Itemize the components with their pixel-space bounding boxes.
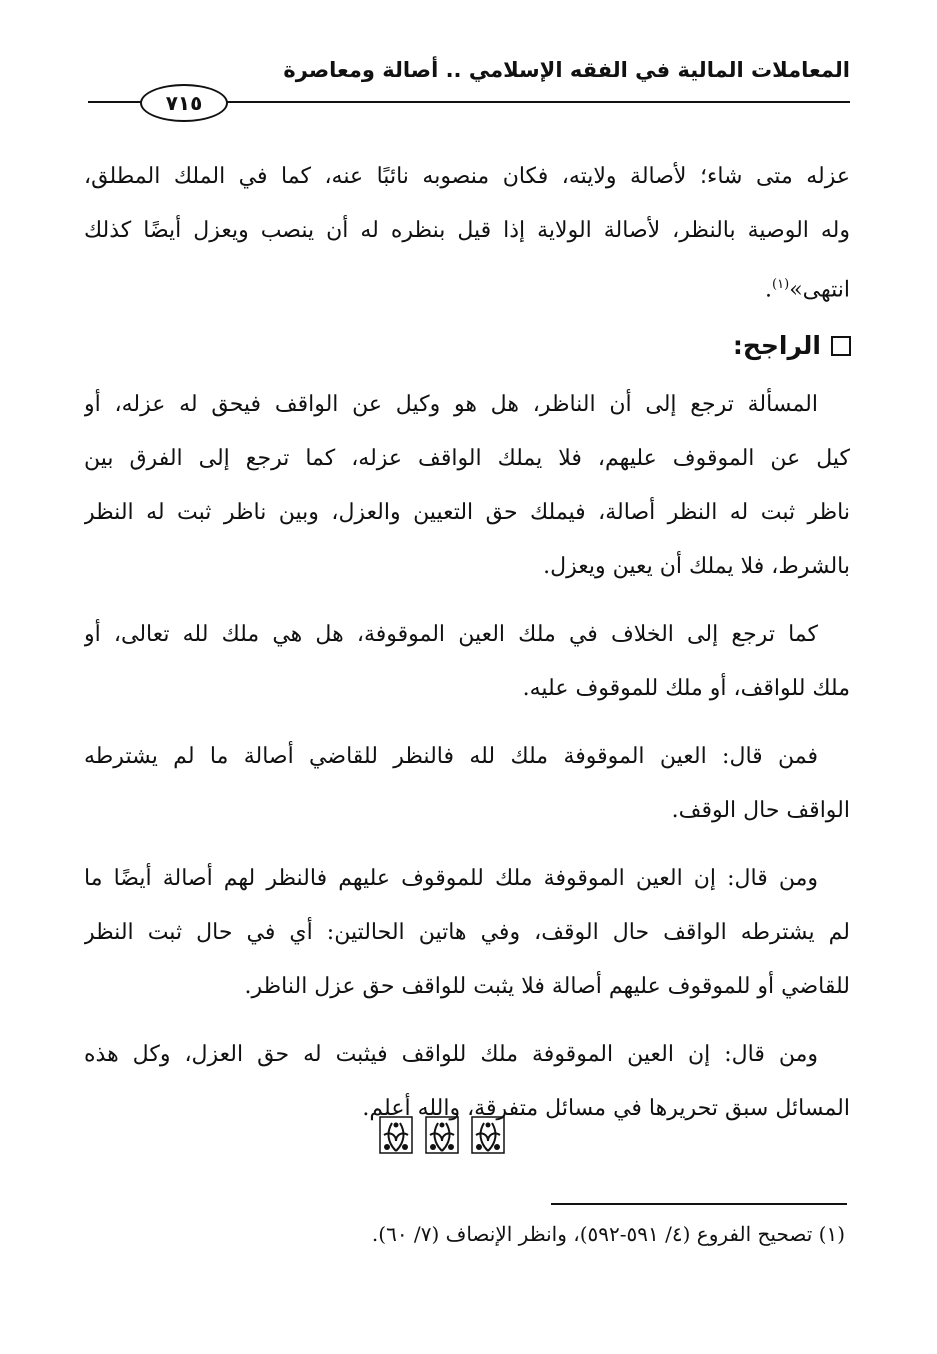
page-header (88, 58, 850, 128)
text-line: للقاضي أو للموقوف عليهم أصالة فلا يثبت للواقف حق عزل الناظر. (244, 974, 850, 999)
text-line: بالشرط، فلا يملك أن يعين ويعزل. (543, 554, 850, 579)
footnote: (١) تصحيح الفروع (٤/ ٥٩١-٥٩٢)، وانظر الإنصاف (٧/ ٦٠). (371, 1222, 845, 1246)
footnote-ref: (١) (772, 277, 790, 292)
section-title: الراجح: (732, 331, 821, 360)
text-line: المسألة ترجع إلى أن الناظر، هل هو وكيل عن الواقف فيحق له عزله، أو (84, 392, 818, 417)
main-text (84, 378, 850, 1136)
text-line (84, 258, 850, 312)
page-number: ٧١٥ (165, 91, 203, 115)
quote-end: انتهى» (789, 277, 850, 303)
period: . (765, 277, 773, 303)
text-line: ومن قال: إن العين الموقوفة ملك للواقف فيثبت له حق العزل، وكل هذه (84, 1042, 818, 1067)
text-line: المسائل سبق تحريرها في مسائل متفرقة، والله أعلم. (362, 1096, 850, 1121)
paragraph (84, 608, 850, 716)
paragraph (84, 852, 850, 1014)
text-line: كيل عن الموقوف عليهم، فلا يملك الواقف عزله، كما ترجع إلى الفرق بين (84, 446, 850, 471)
text-line: فمن قال: العين الموقوفة ملك لله فالنظر للقاضي أصالة ما لم يشترطه (84, 744, 818, 769)
text-line: كما ترجع إلى الخلاف في ملك العين الموقوفة، هل هي ملك لله تعالى، أو (84, 622, 818, 647)
section-heading (733, 322, 851, 370)
text-line: وله الوصية بالنظر، لأصالة الولاية إذا قيل بنظره له أن ينصب ويعزل أيضًا كذلك (84, 218, 850, 243)
text-line: ملك للواقف، أو ملك للموقوف عليه. (522, 676, 850, 701)
paragraph (84, 730, 850, 838)
intro-text (84, 150, 850, 312)
text-line: الواقف حال الوقف. (671, 798, 850, 823)
section-divider-ornament (378, 1112, 506, 1158)
floral-ornament-icon (378, 1115, 414, 1155)
text-line: ناظر ثبت له النظر أصالة، فيملك حق التعيين والعزل، وبين ناظر ثبت له النظر (84, 500, 850, 525)
text-line: ومن قال: إن العين الموقوفة ملك للموقوف عليهم فالنظر لهم أصالة أيضًا ما (84, 866, 818, 891)
footnote-separator (551, 1203, 847, 1205)
square-bullet-icon (831, 336, 851, 356)
running-title: المعاملات المالية في الفقه الإسلامي .. أصالة ومعاصرة (283, 58, 850, 82)
floral-ornament-icon (470, 1115, 506, 1155)
page-number-badge (140, 84, 228, 122)
text-line: عزله متى شاء؛ لأصالة ولايته، فكان منصوبه نائبًا عنه، كما في الملك المطلق، (84, 164, 850, 189)
floral-ornament-icon (424, 1115, 460, 1155)
text-line: لم يشترطه الواقف حال الوقف، وفي هاتين الحالتين: أي في حال ثبت النظر (84, 920, 850, 945)
paragraph (84, 378, 850, 594)
